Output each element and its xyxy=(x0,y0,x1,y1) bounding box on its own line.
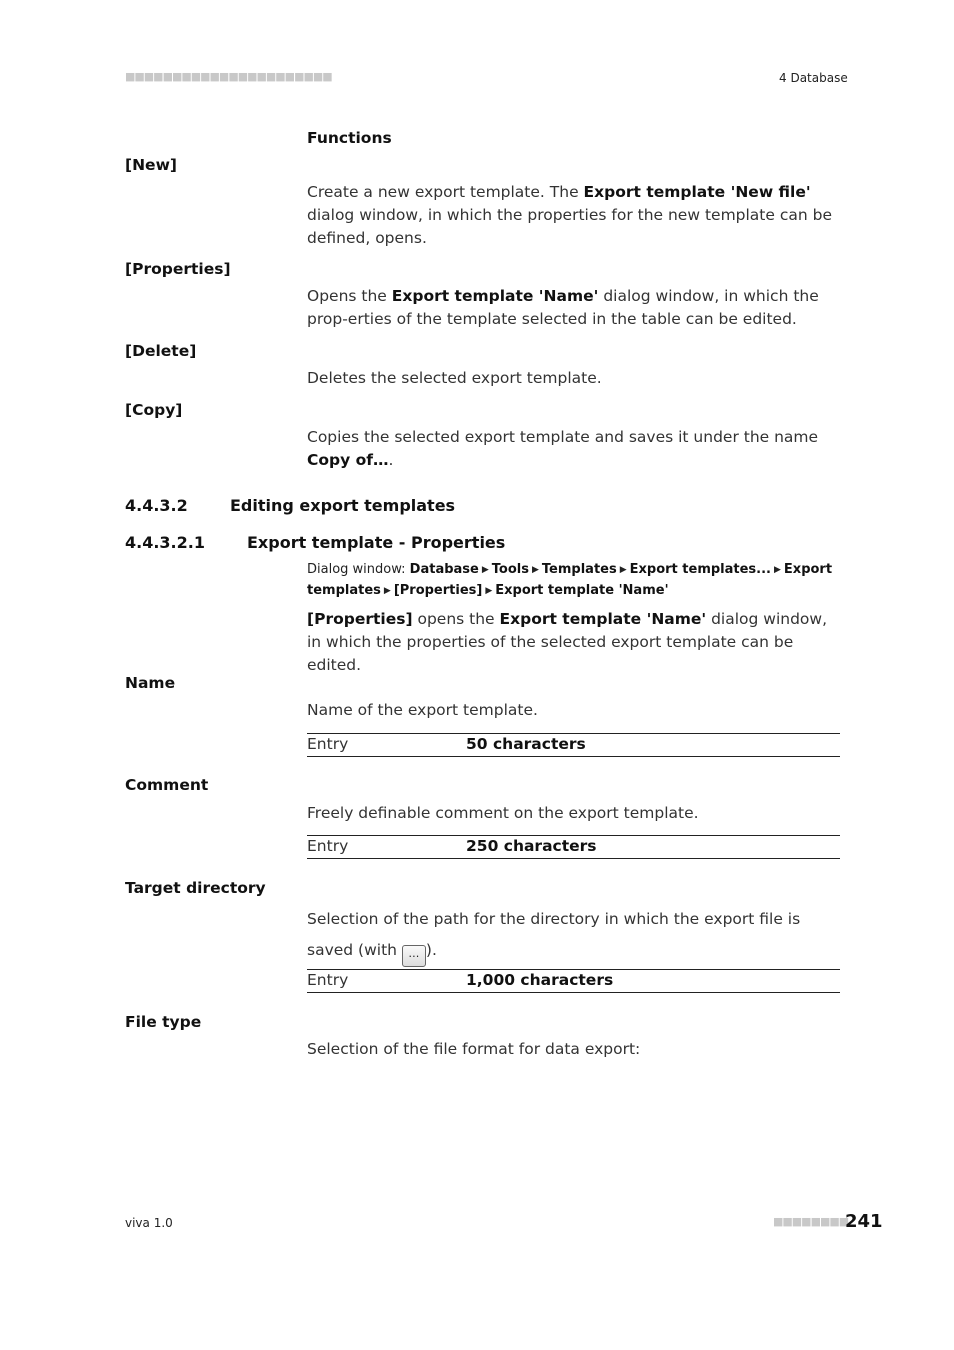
entry-table-comment xyxy=(307,835,840,859)
field-desc-target-directory: Selection of the path for the directory in which the export file is saved (with … ). xyxy=(307,904,840,967)
arrow-right-icon: ▶ xyxy=(383,586,391,596)
entry-table-name xyxy=(307,733,840,757)
footer-decoration: ■■■■■■■■ xyxy=(773,1215,849,1228)
entry-table-target-directory xyxy=(307,969,840,993)
function-desc-new: Create a new export template. The Export template 'New file' dialog window, in which the properties for the new template can be defined, opens. xyxy=(307,183,832,247)
field-desc-name: Name of the export template. xyxy=(307,701,538,719)
page-number: 241 xyxy=(845,1211,883,1232)
header-decoration: ■■■■■■■■■■■■■■■■■■■■■■ xyxy=(125,70,332,83)
entry-key: Entry xyxy=(307,837,349,855)
function-label-copy: [Copy] xyxy=(125,401,183,419)
entry-value: 250 characters xyxy=(466,837,597,855)
functions-heading: Functions xyxy=(307,129,392,147)
field-label-target-directory: Target directory xyxy=(125,879,266,897)
entry-value: 1,000 characters xyxy=(466,971,614,989)
field-desc-file-type: Selection of the file format for data export: xyxy=(307,1040,641,1058)
field-label-file-type: File type xyxy=(125,1013,202,1031)
section-title: Editing export templates xyxy=(230,496,456,515)
function-desc-properties: Opens the Export template 'Name' dialog window, in which the prop-erties of the template selected in the table can be edited. xyxy=(307,287,819,328)
entry-key: Entry xyxy=(307,971,349,989)
chapter-title: 4 Database xyxy=(779,71,848,85)
field-label-name: Name xyxy=(125,674,176,692)
entry-key: Entry xyxy=(307,735,349,753)
browse-button[interactable]: … xyxy=(402,945,426,967)
function-label-new: [New] xyxy=(125,156,177,174)
entry-value: 50 characters xyxy=(466,735,586,753)
field-label-comment: Comment xyxy=(125,776,209,794)
section-number: 4.4.3.2 xyxy=(125,496,188,515)
function-desc-copy: Copies the selected export template and saves it under the name Copy of…. xyxy=(307,428,819,469)
arrow-right-icon: ▶ xyxy=(619,565,627,575)
arrow-right-icon: ▶ xyxy=(485,586,493,596)
product-name: viva 1.0 xyxy=(125,1216,173,1230)
field-desc-comment: Freely definable comment on the export template. xyxy=(307,804,699,822)
subsection-number: 4.4.3.2.1 xyxy=(125,533,205,552)
arrow-right-icon: ▶ xyxy=(481,565,489,575)
function-desc-delete: Deletes the selected export template. xyxy=(307,369,602,387)
function-label-properties: [Properties] xyxy=(125,260,231,278)
function-label-delete: [Delete] xyxy=(125,342,197,360)
dialog-path: Dialog window: Database ▶ Tools ▶ Templates ▶ Export templates... ▶ Export templates ▶ [Properties] ▶ Export template 'Name' xyxy=(307,562,833,598)
subsection-title: Export template - Properties xyxy=(247,533,506,552)
arrow-right-icon: ▶ xyxy=(774,565,781,575)
arrow-right-icon: ▶ xyxy=(531,565,539,575)
subsection-intro: [Properties] opens the Export template 'Name' dialog window, in which the properties of the selected export template can be edited. xyxy=(307,610,828,674)
